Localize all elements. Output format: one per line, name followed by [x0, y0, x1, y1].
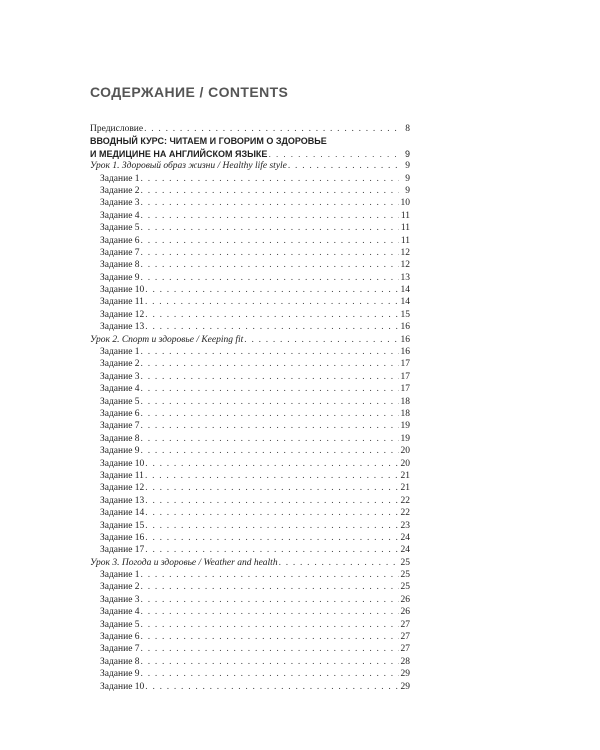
toc-entry-intro — [90, 135, 410, 160]
toc-entry-task — [90, 532, 410, 544]
task-title: Задание 16 — [100, 532, 145, 543]
toc-entry-page: 13 — [400, 272, 410, 283]
task-title: Задание 6 — [100, 408, 140, 419]
toc-entry-task — [90, 458, 410, 470]
leader-dots — [268, 148, 399, 160]
task-title: Задание 10 — [100, 458, 145, 469]
leader-dots — [141, 222, 399, 234]
toc-entry-preface — [90, 123, 410, 135]
leader-dots — [141, 247, 399, 259]
toc-entry-page: 12 — [400, 247, 410, 258]
toc-entry-task — [90, 606, 410, 618]
toc-entry-task — [90, 656, 410, 668]
toc-entry-task — [90, 210, 410, 222]
toc-entry-task — [90, 544, 410, 556]
leader-dots — [141, 631, 399, 643]
leader-dots — [244, 334, 399, 346]
toc-entry-task — [90, 470, 410, 482]
lesson-title: Урок 3. Погода и здоровье / Weather and health — [90, 557, 278, 568]
toc-entry-page: 26 — [400, 594, 410, 605]
toc-entry-task — [90, 495, 410, 507]
toc-entry-task — [90, 681, 410, 693]
toc-entry-page: 27 — [400, 619, 410, 630]
toc-entry-task — [90, 581, 410, 593]
toc-entry-page: 29 — [400, 681, 410, 692]
leader-dots — [145, 458, 399, 470]
leader-dots — [141, 185, 399, 197]
task-title: Задание 14 — [100, 508, 145, 519]
leader-dots — [141, 346, 399, 358]
toc-entry-page: 19 — [400, 421, 410, 432]
leader-dots — [141, 383, 399, 395]
leader-dots — [141, 197, 399, 209]
leader-dots — [141, 619, 399, 631]
task-title: Задание 12 — [100, 483, 145, 494]
toc-entry-task — [90, 643, 410, 655]
toc-entry-page: 29 — [400, 669, 410, 680]
leader-dots — [144, 123, 399, 135]
toc-entry-page: 10 — [400, 198, 410, 209]
toc-entry-task — [90, 358, 410, 370]
task-title: Задание 12 — [100, 309, 145, 320]
toc-entry-task — [90, 383, 410, 395]
task-title: Задание 4 — [100, 607, 140, 618]
task-title: Задание 5 — [100, 396, 140, 407]
toc-entry-task — [90, 668, 410, 680]
toc-entry-task — [90, 321, 410, 333]
toc-entry-page: 23 — [400, 520, 410, 531]
toc-entry-page: 11 — [400, 235, 410, 246]
leader-dots — [141, 420, 399, 432]
task-title: Задание 4 — [100, 384, 140, 395]
task-title: Задание 11 — [100, 470, 144, 481]
toc-entry-page: 21 — [400, 470, 410, 481]
toc-entry-task — [90, 619, 410, 631]
leader-dots — [141, 581, 399, 593]
task-title: Задание 7 — [100, 247, 140, 258]
task-title: Задание 17 — [100, 545, 145, 556]
task-title: Задание 9 — [100, 272, 140, 283]
task-title: Задание 3 — [100, 594, 140, 605]
toc-entry-page: 16 — [400, 322, 410, 333]
toc-entry-page: 9 — [404, 148, 410, 159]
toc-entry-task — [90, 594, 410, 606]
task-title: Задание 4 — [100, 210, 140, 221]
toc-entry-page: 27 — [400, 644, 410, 655]
task-title: Задание 13 — [100, 322, 145, 333]
leader-dots — [288, 160, 399, 172]
leader-dots — [141, 173, 399, 185]
toc-entry-page: 9 — [405, 161, 410, 172]
toc-entry-task — [90, 396, 410, 408]
toc-entry-page: 25 — [400, 557, 410, 568]
task-title: Задание 10 — [100, 681, 145, 692]
toc-entry-task — [90, 420, 410, 432]
leader-dots — [141, 396, 399, 408]
toc-entry-page: 12 — [400, 260, 410, 271]
lesson-title: Урок 1. Здоровый образ жизни / Healthy life style — [90, 161, 287, 172]
leader-dots — [141, 569, 399, 581]
task-title: Задание 8 — [100, 656, 140, 667]
toc-entry-task — [90, 272, 410, 284]
toc-entry-page: 28 — [400, 656, 410, 667]
toc-entry-task — [90, 247, 410, 259]
toc-entry-task — [90, 197, 410, 209]
toc-entry-page: 20 — [400, 446, 410, 457]
leader-dots — [145, 532, 399, 544]
table-of-contents — [90, 123, 410, 693]
leader-dots — [145, 544, 399, 556]
task-title: Задание 1 — [100, 347, 140, 358]
toc-entry-task — [90, 346, 410, 358]
toc-entry-task — [90, 222, 410, 234]
leader-dots — [141, 210, 399, 222]
leader-dots — [145, 296, 399, 308]
leader-dots — [141, 371, 399, 383]
task-title: Задание 3 — [100, 371, 140, 382]
toc-entry-task — [90, 507, 410, 519]
toc-entry-page: 16 — [400, 334, 410, 345]
leader-dots — [279, 557, 399, 569]
toc-entry-task — [90, 408, 410, 420]
task-title: Задание 1 — [100, 570, 140, 581]
toc-entry-page: 22 — [400, 495, 410, 506]
leader-dots — [145, 495, 399, 507]
leader-dots — [141, 668, 399, 680]
task-title: Задание 2 — [100, 185, 140, 196]
toc-entry-page: 11 — [400, 210, 410, 221]
toc-entry-page: 21 — [400, 483, 410, 494]
toc-entry-task — [90, 296, 410, 308]
leader-dots — [141, 358, 399, 370]
task-title: Задание 5 — [100, 619, 140, 630]
task-title: Задание 13 — [100, 495, 145, 506]
leader-dots — [141, 656, 399, 668]
toc-entry-page: 26 — [400, 607, 410, 618]
toc-entry-page: 25 — [400, 570, 410, 581]
task-title: Задание 2 — [100, 582, 140, 593]
leader-dots — [145, 482, 399, 494]
toc-entry-page: 25 — [400, 582, 410, 593]
toc-entry-task — [90, 445, 410, 457]
toc-entry-page: 16 — [400, 347, 410, 358]
leader-dots — [145, 507, 399, 519]
toc-entry-page: 17 — [400, 371, 410, 382]
toc-entry-lesson — [90, 160, 410, 172]
leader-dots — [141, 433, 399, 445]
toc-entry-page: 11 — [400, 223, 410, 234]
leader-dots — [141, 445, 399, 457]
toc-entry-task — [90, 520, 410, 532]
toc-entry-task — [90, 185, 410, 197]
task-title: Задание 1 — [100, 173, 140, 184]
task-title: Задание 10 — [100, 285, 145, 296]
leader-dots — [141, 235, 399, 247]
toc-entry-task — [90, 259, 410, 271]
toc-entry-lesson — [90, 334, 410, 346]
toc-entry-task — [90, 569, 410, 581]
toc-entry-page: 9 — [405, 173, 410, 184]
toc-entry-page: 27 — [400, 632, 410, 643]
toc-entry-page: 24 — [400, 545, 410, 556]
task-title: Задание 11 — [100, 297, 144, 308]
task-title: Задание 7 — [100, 421, 140, 432]
task-title: Задание 6 — [100, 235, 140, 246]
leader-dots — [141, 594, 399, 606]
leader-dots — [145, 309, 399, 321]
toc-entry-page: 18 — [400, 396, 410, 407]
leader-dots — [145, 284, 399, 296]
intro-title-line2: И МЕДИЦИНЕ НА АНГЛИЙСКОМ ЯЗЫКЕ — [90, 148, 268, 159]
toc-entry-lesson — [90, 557, 410, 569]
toc-entry-task — [90, 631, 410, 643]
toc-entry-label: Предисловие — [90, 124, 144, 134]
lessons-list — [90, 160, 410, 693]
toc-entry-task — [90, 284, 410, 296]
task-title: Задание 3 — [100, 198, 140, 209]
toc-entry-task — [90, 309, 410, 321]
task-title: Задание 8 — [100, 260, 140, 271]
lesson-title: Урок 2. Спорт и здоровье / Keeping fit — [90, 334, 244, 345]
toc-entry-task — [90, 173, 410, 185]
intro-title-line1: ВВОДНЫЙ КУРС: ЧИТАЕМ И ГОВОРИМ О ЗДОРОВЬЕ — [90, 136, 327, 147]
toc-entry-page: 24 — [400, 532, 410, 543]
leader-dots — [145, 520, 399, 532]
toc-entry-page: 8 — [405, 124, 410, 134]
page-title: СОДЕРЖАНИЕ / CONTENTS — [90, 84, 289, 100]
task-title: Задание 9 — [100, 669, 140, 680]
toc-entry-page: 18 — [400, 408, 410, 419]
task-title: Задание 9 — [100, 446, 140, 457]
leader-dots — [141, 643, 399, 655]
task-title: Задание 6 — [100, 632, 140, 643]
toc-entry-page: 15 — [400, 309, 410, 320]
toc-entry-task — [90, 433, 410, 445]
toc-entry-page: 14 — [400, 285, 410, 296]
leader-dots — [141, 259, 399, 271]
toc-entry-task — [90, 371, 410, 383]
task-title: Задание 8 — [100, 433, 140, 444]
leader-dots — [145, 681, 399, 693]
leader-dots — [141, 272, 399, 284]
leader-dots — [141, 408, 399, 420]
toc-entry-task — [90, 235, 410, 247]
leader-dots — [145, 321, 399, 333]
task-title: Задание 15 — [100, 520, 145, 531]
task-title: Задание 5 — [100, 223, 140, 234]
toc-entry-page: 19 — [400, 433, 410, 444]
toc-entry-page: 9 — [405, 185, 410, 196]
toc-entry-task — [90, 482, 410, 494]
toc-entry-page: 22 — [400, 508, 410, 519]
leader-dots — [145, 470, 399, 482]
toc-entry-page: 20 — [400, 458, 410, 469]
task-title: Задание 7 — [100, 644, 140, 655]
toc-entry-page: 17 — [400, 359, 410, 370]
toc-entry-page: 14 — [400, 297, 410, 308]
leader-dots — [141, 606, 399, 618]
toc-entry-page: 17 — [400, 384, 410, 395]
task-title: Задание 2 — [100, 359, 140, 370]
